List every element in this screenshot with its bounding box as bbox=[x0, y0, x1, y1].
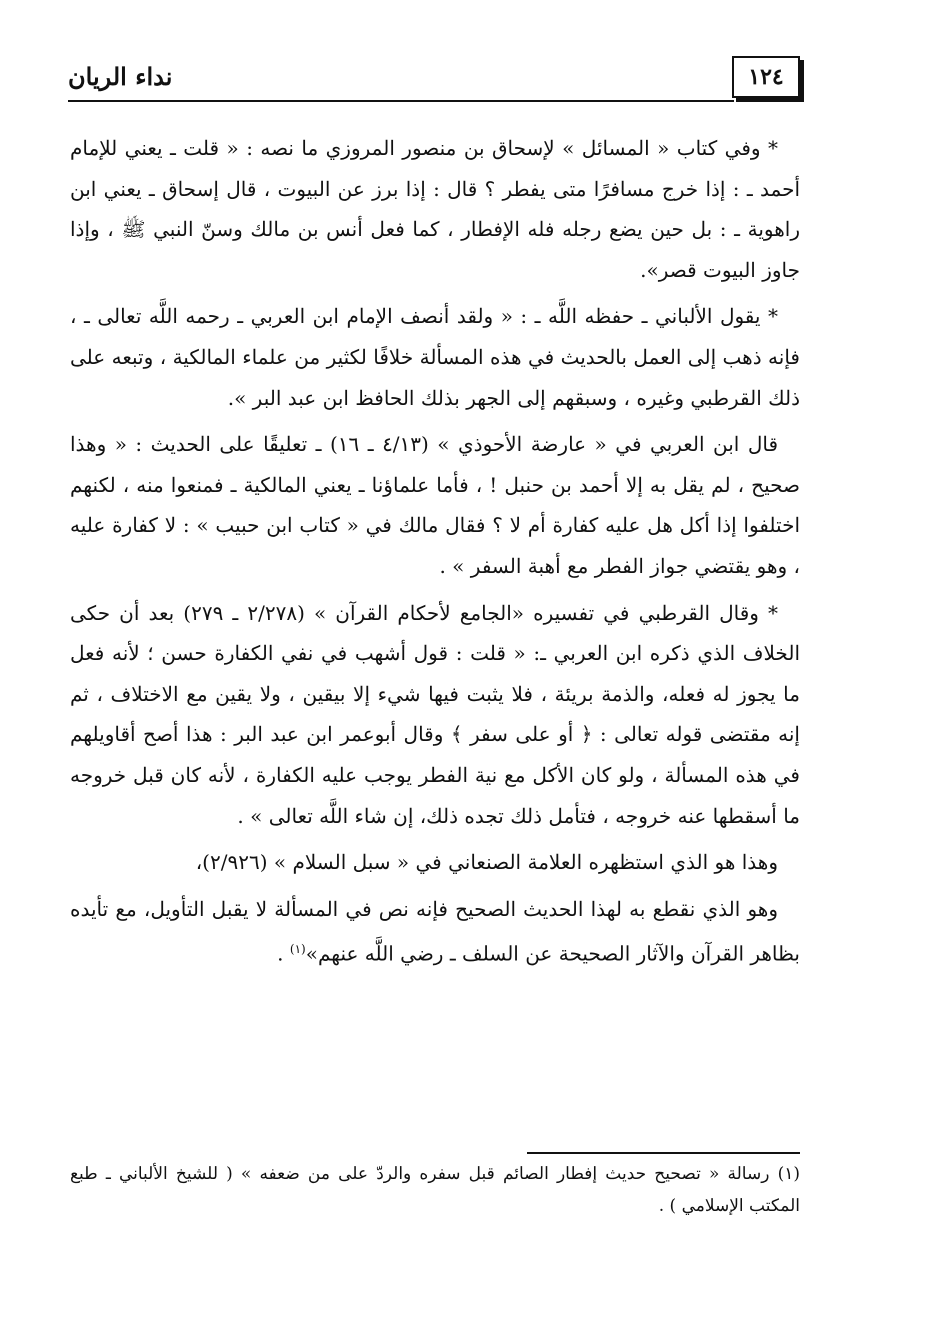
footnote-separator bbox=[527, 1152, 800, 1154]
paragraph-6 bbox=[70, 889, 800, 975]
paragraph-5: وهذا هو الذي استظهره العلامة الصنعاني في « سبل السلام » (٢/٩٢٦)، bbox=[195, 850, 778, 875]
paragraph-3: قال ابن العربي في « عارضة الأحوذي » (٤/١٣ ـ ١٦) ـ تعليقًا على الحديث : « وهذا صحيح ، لم يقل به إلا أحمد بن حنبل ! ، فأما علماؤنا ـ يعني المالكية ـ فمنعوا منه ، لكنهم اختلفوا إذا أكل هل عليه كفارة أم لا ؟ فقال مالك في « كتاب ابن حبيب » : لا كفارة عليه ، وهو يقتضي جواز الفطر مع أهبة السفر » . bbox=[70, 432, 800, 578]
paragraph-1: * وفي كتاب « المسائل » لإسحاق بن منصور المروزي ما نصه : « قلت ـ يعني للإمام أحمد ـ : إذا خرج مسافرًا متى يفطر ؟ قال : إذا برز عن البيوت ، قال إسحاق ـ يعني ابن راهوية ـ : بل حين يضع رجله فله الإفطار ، كما فعل أنس بن مالك وسنّ النبي ﷺ ، وإذا جاوز البيوت قصر». bbox=[70, 136, 800, 282]
page-header bbox=[68, 56, 800, 100]
paragraph-6-end: . bbox=[277, 941, 290, 966]
footnote-reference: (١) bbox=[289, 942, 306, 957]
paragraph-6-text: وهو الذي نقطع به لهذا الحديث الصحيح فإنه نص في المسألة لا يقبل التأويل، مع تأيده بظاهر القرآن والآثار الصحيحة عن السلف ـ رضي اللَّه عنهم» bbox=[70, 896, 800, 966]
footnotes bbox=[70, 1158, 800, 1222]
page-number: ١٢٤ bbox=[732, 56, 800, 98]
main-text bbox=[70, 128, 800, 981]
paragraph-4: * وقال القرطبي في تفسيره «الجامع لأحكام القرآن » (٢/٢٧٨ ـ ٢٧٩) بعد أن حكى الخلاف الذي ذكره ابن العربي ـ: « قلت : قول أشهب في نفي الكفارة حسن ؛ لأنه فعل ما يجوز له فعله، والذمة بريئة ، فلا يثبت فيها شيء إلا بيقين ، ولا يقين مع الاختلاف ، ثم إنه مقتضى قوله تعالى : ﴿ أو على سفر ﴾ وقال أبوعمر ابن عبد البر : هذا أصح أقاويلهم في هذه المسألة ، ولو كان الأكل مع نية الفطر يوجب عليه الكفارة ، لأنه كان قبل خروجه ما أسقطها عنه خروجه ، فتأمل ذلك تجده ذلك، إن شاء اللَّه تعالى » . bbox=[70, 600, 800, 828]
paragraph-2: * يقول الألباني ـ حفظه اللَّه ـ : « ولقد أنصف الإمام ابن العربي ـ رحمه اللَّه تعالى ـ ، فإنه ذهب إلى العمل بالحديث في هذه المسألة خلافًا لكثير من علماء المالكية ، وتبعه على ذلك القرطبي وغيره ، وسبقهم إلى الجهر بذلك الحافظ ابن عبد البر ». bbox=[70, 304, 800, 410]
footnote-1: (١) رسالة « تصحيح حديث إفطار الصائم قبل سفره والردّ على من ضعفه » ( للشيخ الألباني ـ طبع المكتب الإسلامي ) . bbox=[70, 1164, 800, 1216]
header-rule bbox=[68, 100, 734, 102]
running-title: نداء الريان bbox=[68, 62, 173, 91]
